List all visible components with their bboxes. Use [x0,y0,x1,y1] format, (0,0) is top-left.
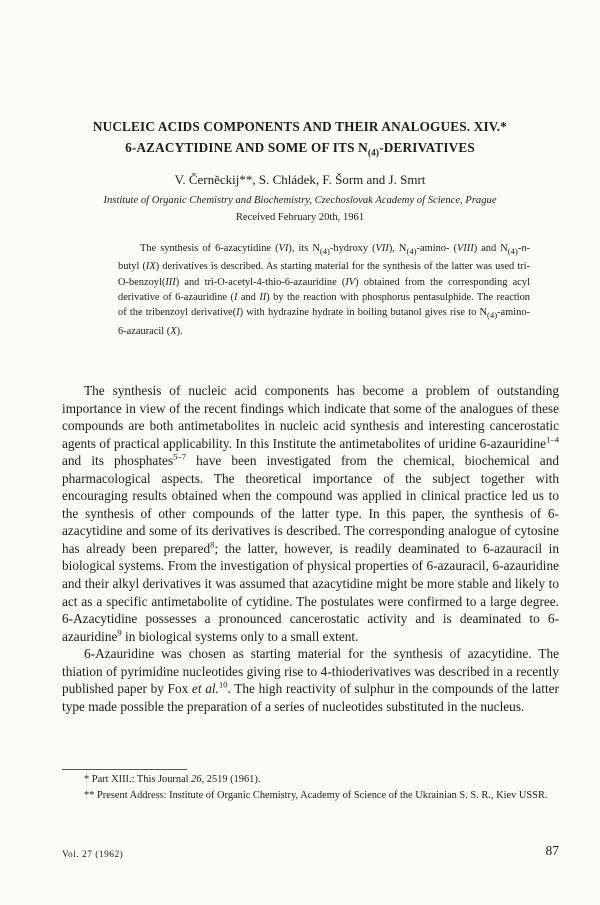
body-text-run: The synthesis of nucleic acid components has become a problem of outstanding importance in view of the recent findings which indicate that some of the analogues of these compounds are both antimetabolites in nucleic acid synthesis and interesting cancerostatic agents of practical applicability. In this Institute the antimetabolites of uridine 6-azauridine [62,383,559,451]
footnote-divider [62,769,187,770]
title-line-2 [40,137,560,164]
footnote-text: * Part XIII.: This Journal [84,774,192,785]
compound-ref: IX [145,261,156,273]
abstract-text: -butyl ( [118,243,530,273]
abstract-text: ), N [388,243,407,254]
body-text-run: ; the latter, however, is readily deaminated to 6-azauracil in biological systems. From the investigation of physical properties of 6-azauracil, 6-azauridine and their alkyl derivatives it was assumed that azacytidine might be more stable and likely to act as a specific antimetabolite of cytidine. The postulates were confirmed to a large degree. 6-Azacytidine possesses a pronounced cancerostatic activity and is deaminated to 6-azauridine [62,540,559,644]
footnotes [62,772,559,803]
abstract [118,241,530,339]
body-text [62,382,559,715]
article-title [40,116,560,164]
compound-ref: I [233,291,238,303]
reference-superscript: 1–4 [546,434,559,445]
abstract-text: ) and tri-O-acetyl-4-thio-6-azauridine ( [175,276,346,288]
compound-ref: VI [278,243,289,254]
compound-ref: III [165,276,176,288]
body-text-run: and its phosphates [62,453,174,469]
abstract-text: ) by the reaction with phosphorus pentasulphide. The reaction of the tribenzoyl derivative( [118,291,530,319]
abstract-text: ) and N [473,243,508,254]
body-paragraph-1 [62,382,559,645]
body-text-run: have been investigated from the chemical, biochemical and pharmacological aspects. The theoretical importance of the subject together with encouraging results obtained when the compound was applied in clinical practice led us to the synthesis of other compounds of the latter type. In this paper, the synthesis of 6-azacytidine and some of its derivatives is described. The corresponding analogue of cytosine has already been prepared [62,453,559,556]
received-date: Received February 20th, 1961 [235,212,365,223]
footnote-2: ** Present Address: Institute of Organic Chemistry, Academy of Science of the Ukrainian S. S. R., Kiev USSR. [84,789,548,801]
compound-ref: IV [345,276,356,288]
compound-ref: VIII [456,243,474,254]
abstract-text: -hydroxy ( [329,243,376,254]
footnote-text: , 2519 (1961). [201,774,261,785]
abstract-text: -amino-6-azauracil ( [118,307,530,337]
body-text-run: . The high reactivity of sulphur in the compounds of the latter type made possible the preparation of a series of nucleotides substituted in the nucleus. [62,681,559,714]
body-text-run: in biological systems only to a small extent. [121,628,359,644]
compound-ref: X [170,325,177,337]
abstract-text: The synthesis of 6-azacytidine ( [140,243,279,254]
abstract-text: ) obtained from the corresponding acyl derivative of 6-azauridine ( [118,276,530,303]
title-line-2-prefix: 6-AZACYTIDINE AND SOME OF ITS N [125,140,368,155]
authors: V. Černěckij**, S. Chládek, F. Šorm and J. Smrt [174,172,426,187]
reference-superscript: 8 [210,539,215,550]
et-al: et al. [191,681,219,697]
abstract-text: and [237,291,260,303]
compound-ref: I [236,307,240,319]
subscript: (4) [507,246,518,257]
body-text-run: 6-Azauridine was chosen as starting material for the synthesis of azacytidine. The thiation of pyrimidine nucleotides giving rise to 4-thioderivatives was described in a recently published paper by Fox [62,646,559,697]
abstract-text: ), its N [288,243,320,254]
reference-superscript: 10 [218,679,228,690]
institute-affiliation: Institute of Organic Chemistry and Biochemistry, Czechoslovak Academy of Science, Prague [103,195,497,206]
compound-ref: VII [375,243,389,254]
subscript: (4) [319,246,330,257]
abstract-paragraph [118,241,530,339]
italic-n: n [521,243,527,254]
abstract-text: ) derivatives is described. As starting material for the synthesis of the latter was used tri-O-benzoyl( [118,261,530,288]
subscript: (4) [487,310,498,321]
title-line-2-suffix: -DERIVATIVES [379,140,475,155]
compound-ref: II [259,291,267,303]
title-subscript: (4) [367,147,380,158]
title-line-1: NUCLEIC ACIDS COMPONENTS AND THEIR ANALOGUES. XIV.* [92,119,508,134]
reference-superscript: 5–7 [173,451,187,462]
body-paragraph-2 [62,645,559,715]
abstract-text: -amino- ( [416,243,457,254]
reference-superscript: 9 [117,627,122,638]
abstract-text: ). [176,325,183,337]
footnote-1 [62,772,559,788]
journal-volume: Vol. 27 (1962) [62,850,124,860]
abstract-text: ) with hydrazine hydrate in boiling butanol gives rise to N [239,307,487,319]
subscript: (4) [406,246,417,257]
footnote-volume: 26 [191,774,202,785]
abstract-text: - [517,243,522,254]
page-number: 87 [545,843,559,858]
